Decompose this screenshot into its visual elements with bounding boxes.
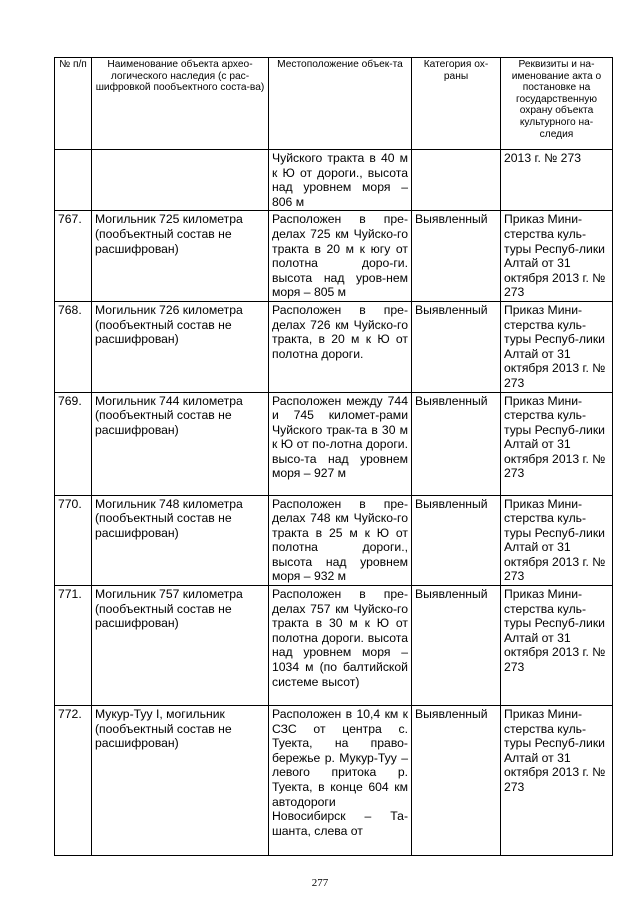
row-location: Расположен в пре-делах 725 км Чуйско-го тракта в 20 м к югу от полотна доро-ги. высота над уров-нем моря – 805 м [269,211,412,302]
row-name: Могильник 726 километра (пообъектный состав не расшифрован) [92,301,269,392]
table-row-771 [55,586,613,706]
table-row-769 [55,392,613,495]
row-act: Приказ Мини-стерства куль-туры Респуб-лики Алтай от 31 октября 2013 г. № 273 [501,706,613,856]
row-category: Выявленный [412,586,501,706]
continuation-category-cell [412,150,501,211]
row-num: 769. [55,392,92,495]
table-header [55,58,613,150]
continuation-location-cell: Чуйского тракта в 40 м к Ю от дороги., высота над уровнем моря – 806 м [269,150,412,211]
row-name: Могильник 744 километра (пообъектный состав не расшифрован) [92,392,269,495]
page-number: 277 [311,877,329,889]
header-name: Наименование объекта архео-логического наследия (с рас-шифровкой пообъектного соста-ва) [92,58,269,150]
header-act: Реквизиты и на-именование акта о постановке на государственную охрану объекта культурного на-следия [501,58,613,150]
continuation-row [55,150,613,211]
row-location: Расположен в пре-делах 757 км Чуйско-го тракта в 30 м к Ю от полотна дороги. высота над уровнем моря – 1034 м (по балтийской системе высот) [269,586,412,706]
row-act: Приказ Мини-стерства куль-туры Респуб-лики Алтай от 31 октября 2013 г. № 273 [501,392,613,495]
row-category: Выявленный [412,495,501,586]
row-location: Расположен в пре-делах 748 км Чуйско-го тракта в 25 м к Ю от полотна дороги., высота над уровнем моря – 932 м [269,495,412,586]
row-location: Расположен между 744 и 745 километ-рами Чуйского трак-та в 30 м к Ю от по-лотна дороги. высо-та над уровнем моря – 927 м [269,392,412,495]
row-num: 768. [55,301,92,392]
header-num: № п/п [55,58,92,150]
row-location: Расположен в 10,4 км к СЗС от центра с. Туекта, на право-бережье р. Мукур-Туу – левого притока р. Туекта, в конце 604 км автодороги Новосибирск – Та-шанта, слева от [269,706,412,856]
table-row-767 [55,211,613,302]
row-num: 772. [55,706,92,856]
continuation-act-cell: 2013 г. № 273 [501,150,613,211]
table-row-770 [55,495,613,586]
row-act: Приказ Мини-стерства куль-туры Респуб-лики Алтай от 31 октября 2013 г. № 273 [501,495,613,586]
heritage-registry-table [54,57,613,856]
header-location: Местоположение объек-та [269,58,412,150]
row-category: Выявленный [412,706,501,856]
header-category: Категория ох-раны [412,58,501,150]
row-category: Выявленный [412,301,501,392]
row-act: Приказ Мини-стерства куль-туры Респуб-лики Алтай от 31 октября 2013 г. № 273 [501,301,613,392]
row-act: Приказ Мини-стерства куль-туры Респуб-лики Алтай от 31 октября 2013 г. № 273 [501,586,613,706]
row-num: 767. [55,211,92,302]
row-act: Приказ Мини-стерства куль-туры Респуб-лики Алтай от 31 октября 2013 г. № 273 [501,211,613,302]
table-row-772 [55,706,613,856]
table-row-768 [55,301,613,392]
continuation-name-cell [92,150,269,211]
row-name: Могильник 748 километра (пообъектный состав не расшифрован) [92,495,269,586]
row-location: Расположен в пре-делах 726 км Чуйско-го тракта, в 20 м к Ю от полотна дороги. [269,301,412,392]
row-num: 771. [55,586,92,706]
continuation-num-cell [55,150,92,211]
row-name: Могильник 725 километра (пообъектный состав не расшифрован) [92,211,269,302]
row-category: Выявленный [412,211,501,302]
header-row [55,58,613,150]
row-name: Могильник 757 километра (пообъектный состав не расшифрован) [92,586,269,706]
row-name: Мукур-Туу I, могильник (пообъектный состав не расшифрован) [92,706,269,856]
row-num: 770. [55,495,92,586]
row-category: Выявленный [412,392,501,495]
